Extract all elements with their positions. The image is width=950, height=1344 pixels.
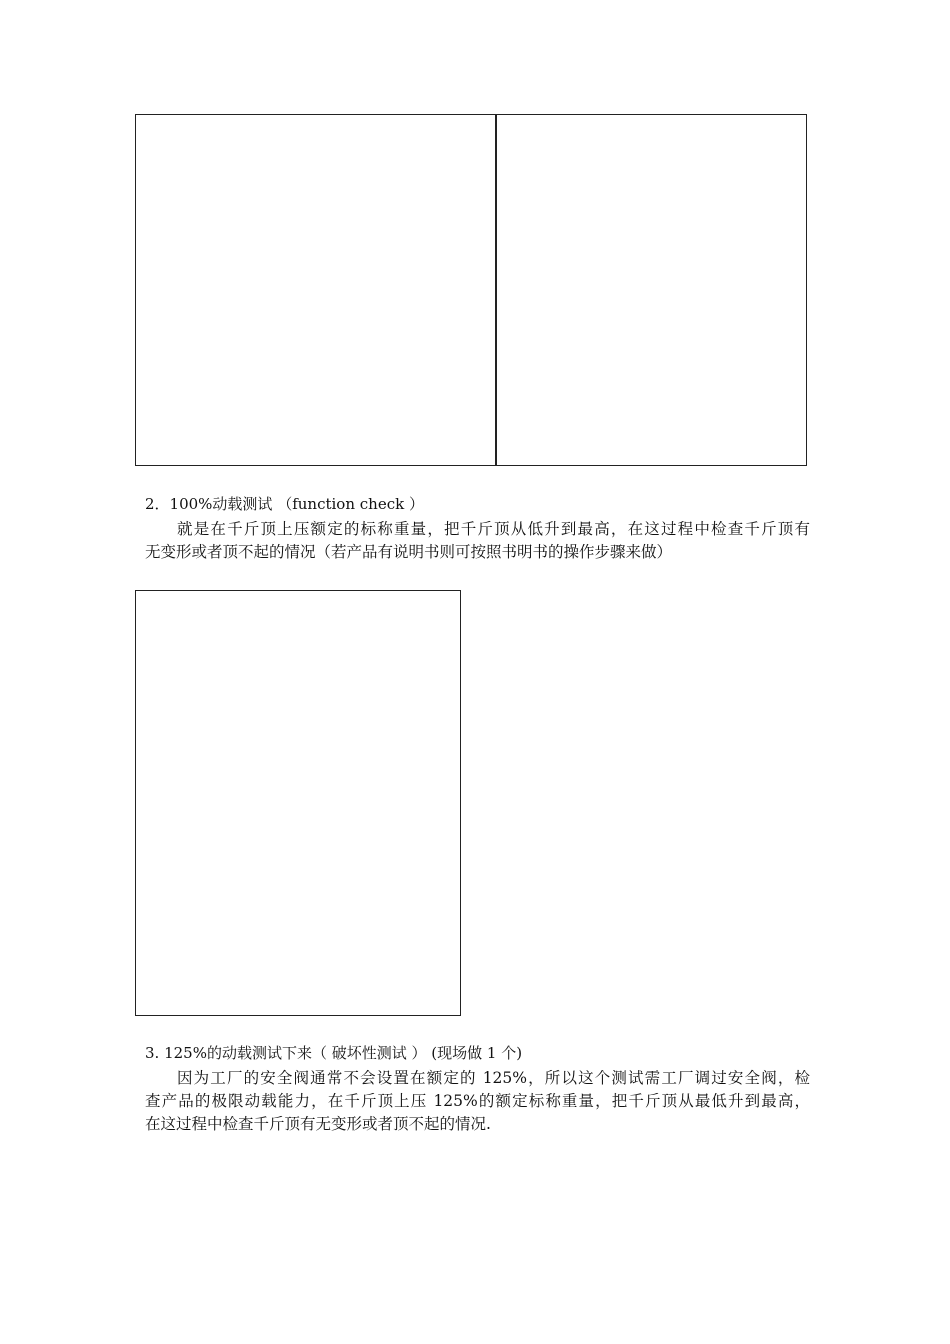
section-2-heading: 2．100%动载测试 （function check ） [145,495,424,513]
section-3-heading: 3. 125%的动载测试下来（ 破坏性测试 ） (现场做 1 个) [145,1044,523,1062]
section-3-line-2: 查产品的极限动载能力，在千斤顶上压 125%的额定标称重量，把千斤顶从最低升到最高， [145,1092,810,1110]
section-3-paragraph [145,1067,810,1136]
section-2-line-2: 无变形或者顶不起的情况（若产品有说明书则可按照书明书的操作步骤来做） [145,543,673,561]
section-2-line-1: 就是在千斤顶上压额定的标称重量，把千斤顶从低升到最高，在这过程中检查千斤顶有 [177,520,810,538]
section-2-paragraph [145,518,810,564]
table-column-divider [495,115,497,465]
section-3-line-1: 因为工厂的安全阀通常不会设置在额定的 125%，所以这个测试需工厂调过安全阀，检 [177,1069,810,1087]
section-3-line-3: 在这过程中检查千斤顶有无变形或者顶不起的情况. [145,1115,491,1133]
image-placeholder-table [135,114,807,466]
image-placeholder-frame [135,590,461,1016]
